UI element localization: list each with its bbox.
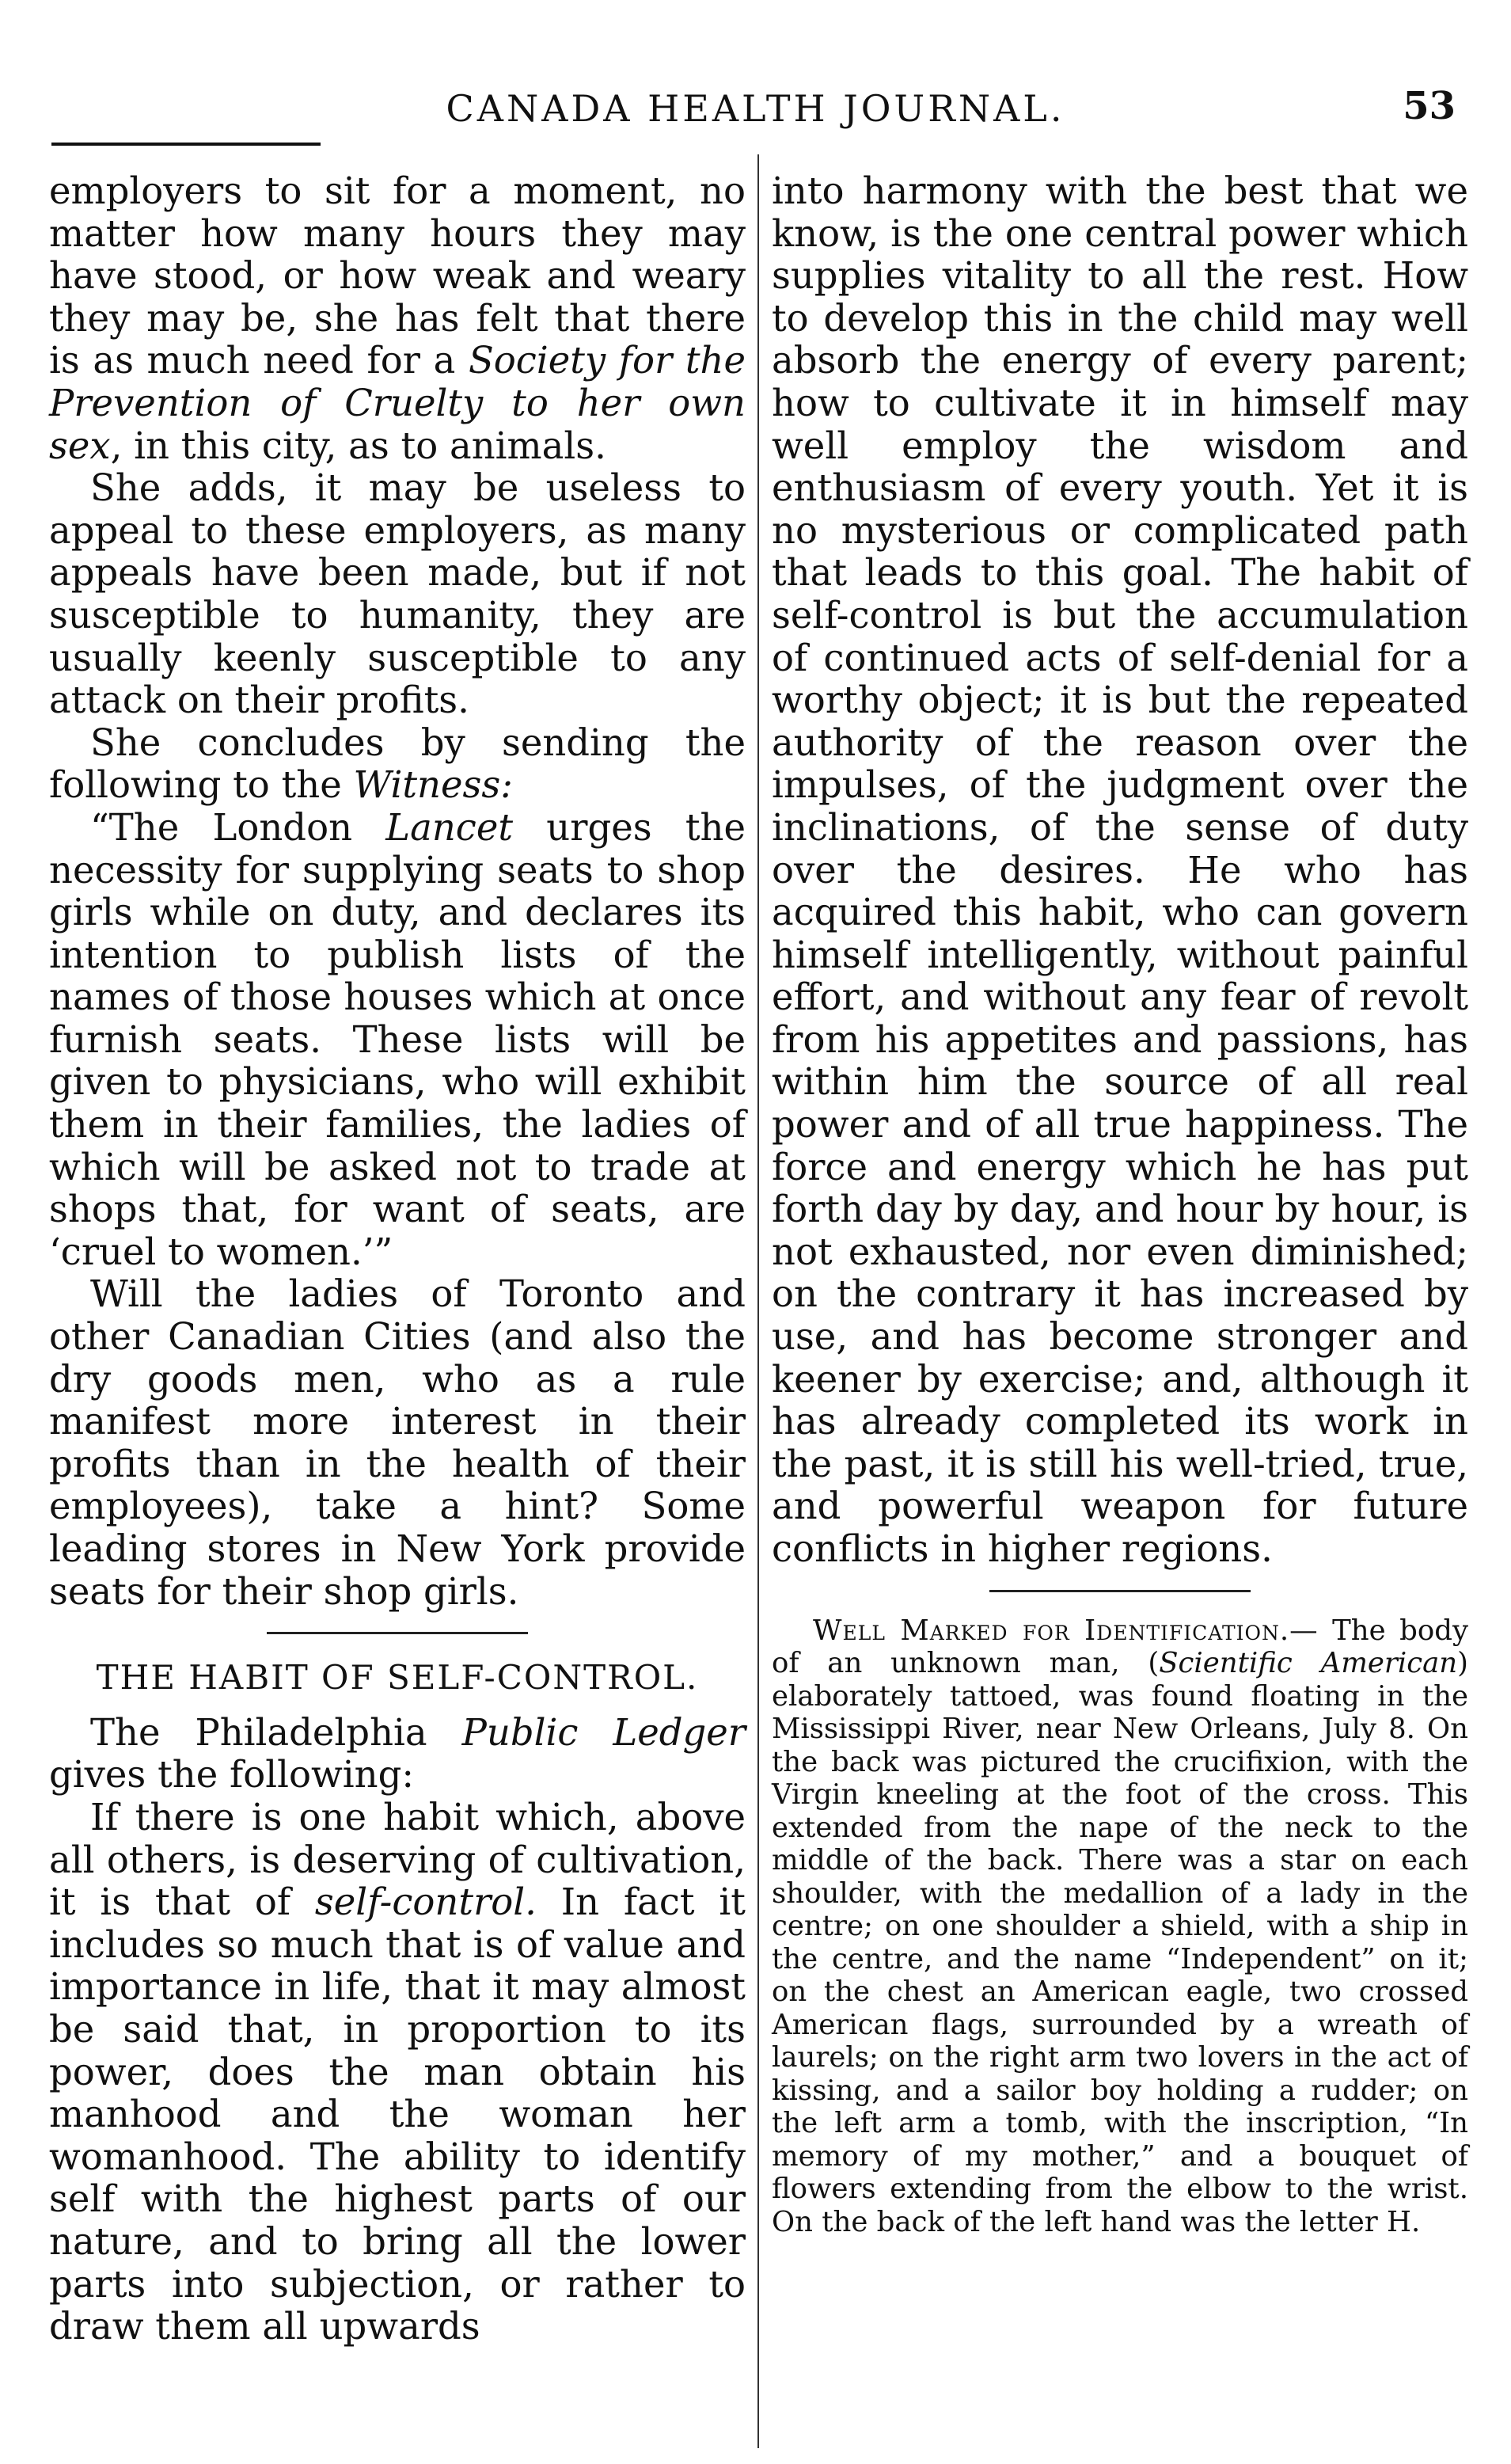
running-title: CANADA HEALTH JOURNAL.	[446, 87, 1065, 130]
text-run: employers to sit for a moment, no matter how many hours they may have stood, or how weak and weary they may be, she has felt that there is as much need for a	[49, 169, 746, 382]
italic-journal-name: Lancet	[385, 805, 514, 849]
paragraph	[49, 722, 746, 807]
text-run: The Philadelphia	[90, 1710, 462, 1754]
section-title: THE HABIT OF SELF-CONTROL.	[96, 1658, 699, 1698]
paragraph	[772, 1614, 1468, 2239]
paragraph: into harmony with the best that we know, is the one central power which supplies vitality to all the rest. How to develop this in the child may well absorb the energy of every parent; how to cultivate it in himself may well employ the wisdom and enthusiasm of every youth. Yet it is no mysterious or complicated path that leads to this goal. The habit of self-control is but the accumulation of continued acts of self-denial for a worthy object; it is but the repeated authority of the reason over the impulses, of the judgment over the inclinations, of the sense of duty over the desires. He who has acquired this habit, who can govern himself intelligently, without painful effort, and without any fear of revolt from his appetites and passions, has within him the source of all real power and of all true happiness. The force and energy which he has put forth day by day, and hour by hour, is not exhausted, nor even diminished; on the contrary it has increased by use, and has become stronger and keener by exercise; and, although it has already completed its work in the past, it is still his well-tried, true, and powerful weapon for future conflicts in higher regions.	[772, 169, 1468, 1570]
italic-society-name: Society for the Prevention of Cruelty to her own sex	[49, 339, 746, 467]
text-run: In fact it includes so much that is of value and importance in life, that it may almost be said that, in proportion to its power, does the man obtain his manhood and the woman her womanhood. The ability to identify self with the highest parts of our nature, and to bring all the lower parts into subjection, or rather to draw them all upwards	[49, 1880, 746, 2348]
paragraph: She adds, it may be useless to appeal to these employers, as many appeals have been made, but if not susceptible to humanity, they are usually keenly susceptible to any attack on their profits.	[49, 466, 746, 722]
section-divider	[267, 1632, 528, 1634]
left-column	[49, 170, 746, 2348]
right-column	[772, 170, 1468, 2238]
text-run: gives the following:	[49, 1753, 415, 1797]
text-run: She concludes by sending the following to the	[49, 721, 746, 807]
paragraph	[49, 1797, 746, 2348]
text-run: The body of an unknown man, (	[772, 1614, 1469, 1680]
quotation	[49, 807, 746, 1274]
italic-newspaper-name: Public Ledger	[461, 1710, 746, 1754]
text-run: “The London	[90, 805, 386, 849]
page-header	[47, 73, 1464, 144]
note-heading: Well Marked for Identification.—	[813, 1614, 1319, 1647]
paragraph	[49, 170, 746, 467]
header-rule	[51, 143, 321, 146]
text-run: If there is one habit which, above all others, is deserving of cultivation, it is that of	[49, 1795, 746, 1924]
text-run: ) elaborately tattoed, was found floating in the Mississippi River, near New Orleans, July 8. On the back was pictured the crucifixion, with the Virgin kneeling at the foot of the cross. This extended from the nape of the neck to the middle of the back. There was a star on each shoulder, with the medallion of a lady in the centre; on one shoulder a shield, with a ship in the centre, and the name “Independent” on it; on the chest an American eagle, two crossed American flags, surrounded by a wreath of laurels; on the right arm two lovers in the act of kissing, and a sailor boy holding a rudder; on the left arm a tomb, with the inscription, “In memory of my mother,” and a bouquet of flowers extending from the elbow to the wrist. On the back of the left hand was the letter H.	[772, 1647, 1468, 2238]
page-number: 53	[1403, 84, 1456, 128]
italic-newspaper-name: Witness:	[353, 763, 513, 807]
news-note	[772, 1614, 1468, 2239]
italic-source-name: Scientific American	[1159, 1647, 1458, 1680]
paragraph: Will the ladies of Toronto and other Canadian Cities (and also the dry goods men, who as a rule manifest more interest in their profits than in the health of their employees), take a hint? Some leading stores in New York provide seats for their shop girls.	[49, 1272, 746, 1613]
text-run: urges the necessity for supplying seats to shop girls while on duty, and declares its intention to publish lists of the names of those houses which at once furnish seats. These lists will be given to physicians, who will exhibit them in their families, the ladies of which will be asked not to trade at shops that, for want of seats, are ‘cruel to women.’”	[49, 805, 746, 1273]
italic-term: self-control.	[314, 1880, 537, 1924]
column-divider	[757, 154, 759, 2448]
text-run: , in this city, as to animals.	[110, 424, 606, 467]
paragraph	[49, 1712, 746, 1797]
section-divider	[989, 1590, 1251, 1592]
